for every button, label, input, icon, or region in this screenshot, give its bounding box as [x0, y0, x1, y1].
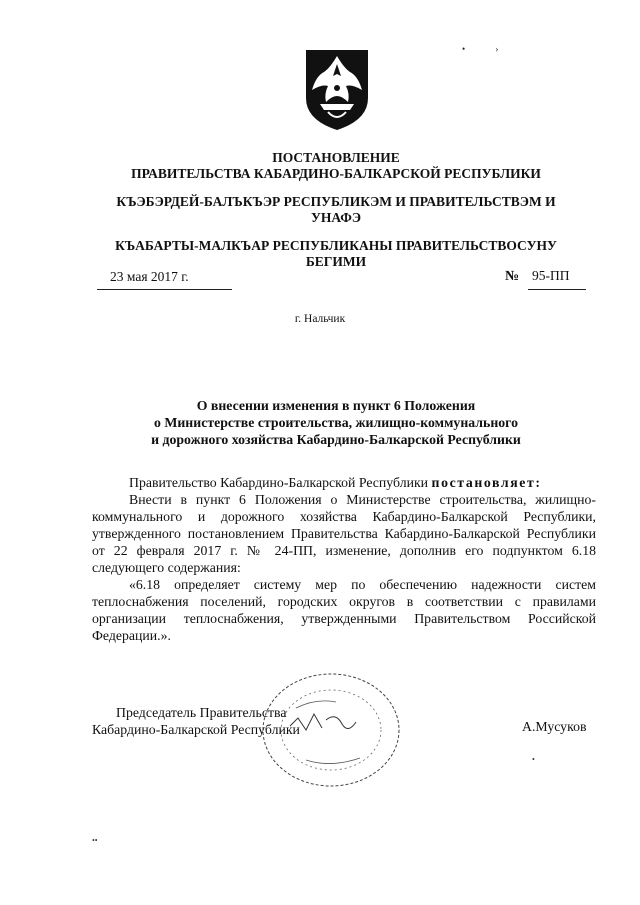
- header-kabardian-line-1: КЪЭБЭРДЕЙ-БАЛЪКЪЭР РЕСПУБЛИКЭМ И ПРАВИТЕЛЬСТВЭМ И: [116, 194, 556, 209]
- corner-marks: • ›: [462, 44, 513, 54]
- signatory-position-line-2: Кабардино-Балкарской Республики: [92, 722, 300, 737]
- signatory-position-line-1: Председатель Правительства: [116, 705, 287, 720]
- body-paragraph-1: [92, 474, 596, 491]
- city: г. Нальчик: [294, 313, 346, 325]
- body-paragraph-1-text: Правительство Кабардино-Балкарской Республики: [129, 475, 432, 490]
- body-paragraph-2: Внести в пункт 6 Положения о Министерстве строительства, жилищно-коммунального и дорожного хозяйства Кабардино-Балкарской Республики, утвержденного постановлением Правительства Кабардино-Балкарской Республики от 22 февраля 2017 г. № 24-ПП, изменение, дополнив его подпунктом 6.18 следующего содержания:: [92, 492, 596, 575]
- date-underline: [97, 289, 232, 290]
- header-balkar-line-1: КЪАБАРТЫ-МАЛКЪАР РЕСПУБЛИКАНЫ ПРАВИТЕЛЬСТВОСУНУ: [115, 238, 557, 253]
- signatory-position: [92, 704, 300, 738]
- title-line-3: и дорожного хозяйства Кабардино-Балкарской Республики: [151, 432, 521, 447]
- document-date: 23 мая 2017 г.: [110, 269, 189, 284]
- header-balkar-line-2: БЕГИМИ: [305, 254, 367, 269]
- stray-mark: ••: [92, 836, 98, 845]
- title-line-2: о Министерстве строительства, жилищно-коммунального: [153, 415, 519, 430]
- number-label: №: [505, 269, 520, 284]
- body-paragraph-3: «6.18 определяет систему мер по обеспечению надежности систем теплоснабжения поселений, городских округов в соответствии с правилами организации теплоснабжения, утвержденными Правительством Российской Федерации.».: [92, 577, 596, 643]
- body-paragraph-1-resolution: постановляет:: [431, 475, 542, 490]
- header-balkar: [100, 238, 572, 270]
- header-kabardian-line-2: УНАФЭ: [310, 210, 362, 225]
- header-title: [100, 150, 572, 182]
- header-line-1: ПОСТАНОВЛЕНИЕ: [272, 150, 400, 165]
- document-number: 95-ПП: [532, 268, 570, 283]
- header-line-2: ПРАВИТЕЛЬСТВА КАБАРДИНО-БАЛКАРСКОЙ РЕСПУБЛИКИ: [131, 166, 541, 181]
- document-body: [92, 474, 596, 644]
- header-kabardian: [100, 194, 572, 226]
- document-title: [90, 397, 582, 448]
- stray-mark: •: [532, 755, 535, 764]
- number-underline: [528, 289, 586, 290]
- signatory-name: А.Мусуков: [522, 719, 587, 734]
- coat-of-arms-emblem: [302, 46, 372, 132]
- title-line-1: О внесении изменения в пункт 6 Положения: [196, 398, 476, 413]
